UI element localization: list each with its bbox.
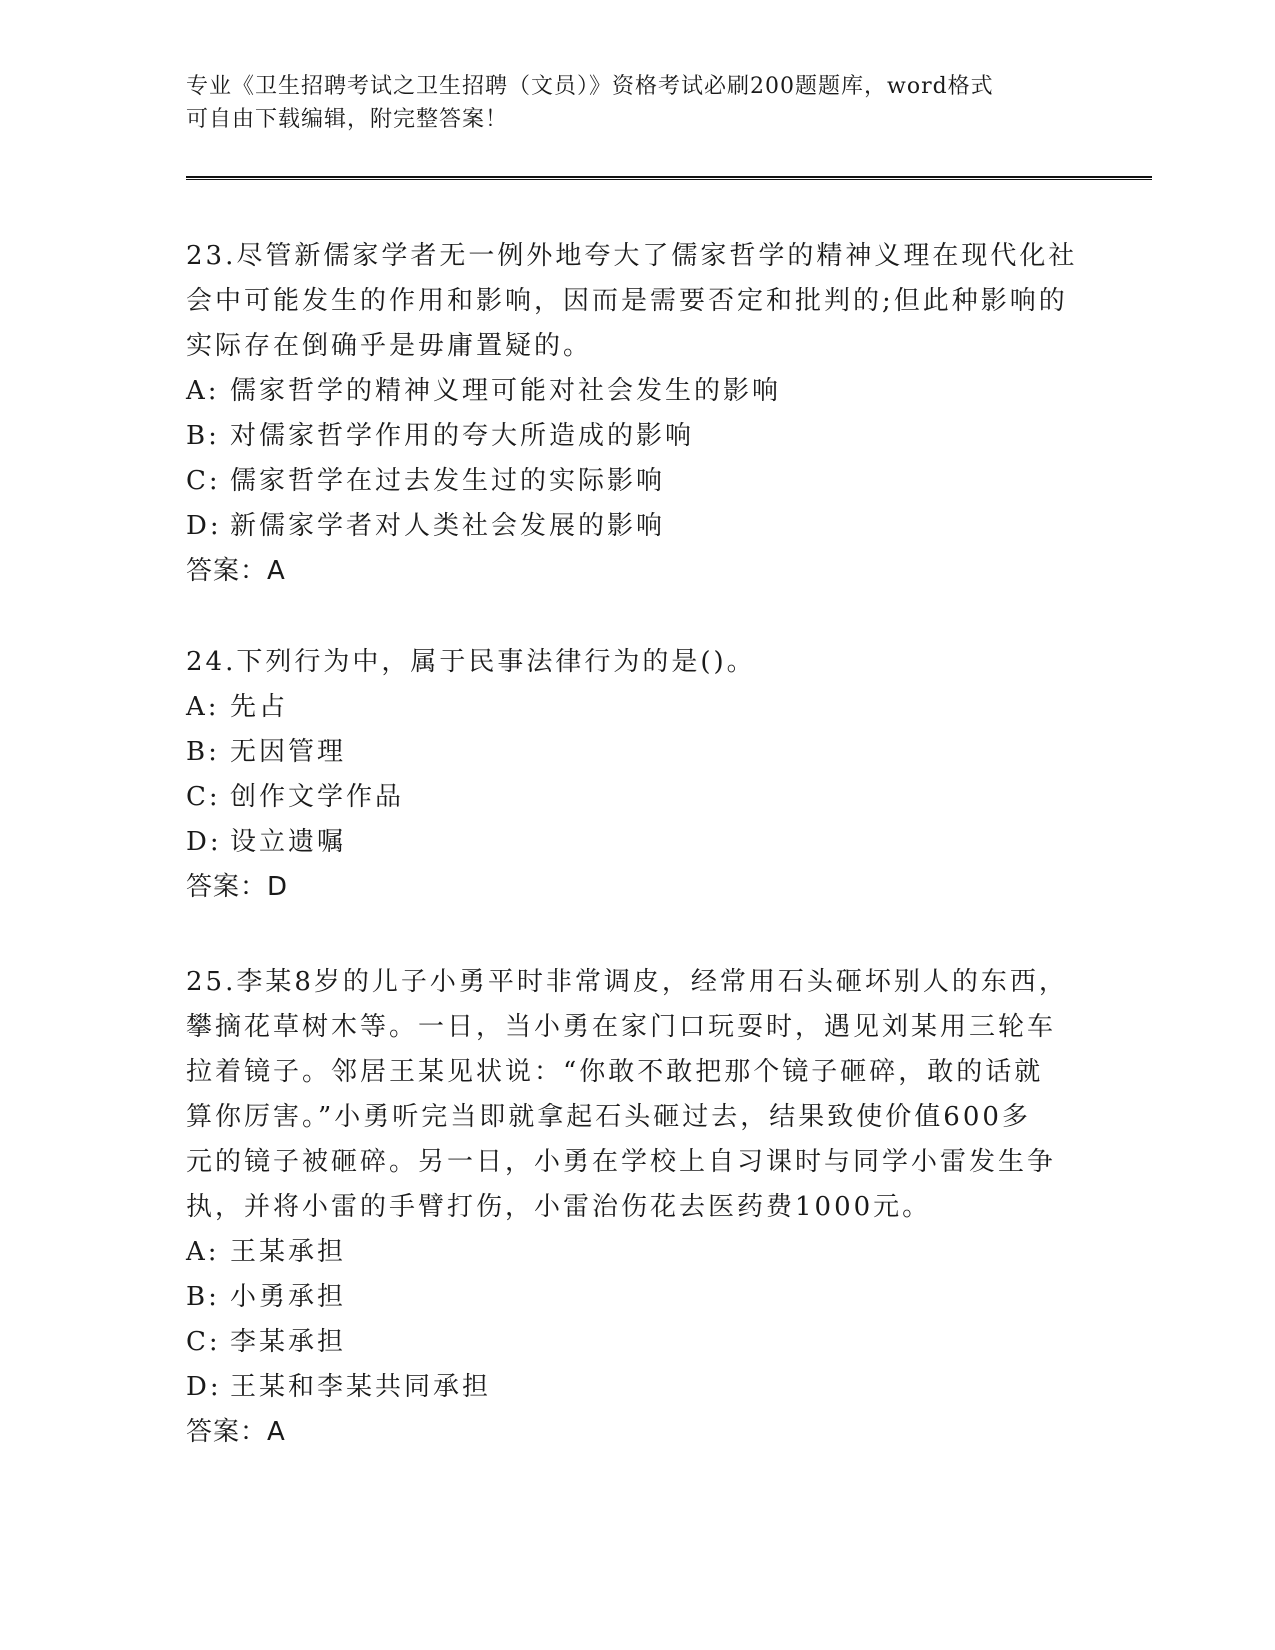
option-b [186,1275,1086,1320]
option-text: 王某承担 [230,1237,347,1267]
option-a [186,369,1086,414]
option-c [186,459,1086,504]
question-stem-line: 23.尽管新儒家学者无一例外地夸大了儒家哲学的精神义理在现代化社 [186,241,1078,271]
option-d [186,504,1086,549]
question-stem-line: 25.李某8岁的儿子小勇平时非常调皮，经常用石头砸坏别人的东西， [186,967,1068,997]
document-header [186,70,1066,136]
option-key: C: [186,782,221,812]
option-d [186,1365,1086,1410]
option-a [186,1230,1086,1275]
option-text: 儒家哲学在过去发生过的实际影响 [230,466,666,496]
question-stem-line: 会中可能发生的作用和影响，因而是需要否定和批判的;但此种影响的 [186,286,1068,316]
option-text: 王某和李某共同承担 [230,1372,492,1402]
option-c [186,1320,1086,1365]
question-stem-line: 拉着镜子。邻居王某见状说：“你敢不敢把那个镜子砸碎，敢的话就 [186,1057,1044,1087]
option-key: B: [186,737,220,767]
option-key: D: [186,511,222,541]
option-b [186,730,1086,775]
option-key: D: [186,1372,222,1402]
answer-line: 答案：D [186,872,289,902]
answer-line: 答案：A [186,556,286,586]
option-a [186,685,1086,730]
option-text: 创作文学作品 [230,782,405,812]
header-line: 可自由下载编辑，附完整答案！ [186,107,509,132]
question-23 [186,234,1086,594]
question-stem-line: 攀摘花草树木等。一日，当小勇在家门口玩耍时，遇见刘某用三轮车 [186,1012,1057,1042]
option-text: 设立遗嘱 [230,827,347,857]
option-text: 儒家哲学的精神义理可能对社会发生的影响 [230,376,782,406]
option-text: 对儒家哲学作用的夸大所造成的影响 [230,421,695,451]
option-key: C: [186,466,221,496]
question-stem-line: 元的镜子被砸碎。另一日，小勇在学校上自习课时与同学小雷发生争 [186,1147,1057,1177]
option-key: B: [186,1282,220,1312]
question-25 [186,960,1086,1455]
header-divider [186,176,1152,180]
answer-line: 答案：A [186,1417,286,1447]
option-key: D: [186,827,222,857]
option-key: A: [186,376,220,406]
question-stem-line: 实际存在倒确乎是毋庸置疑的。 [186,331,593,361]
question-stem-line: 算你厉害。”小勇听完当即就拿起石头砸过去，结果致使价值600多 [186,1102,1031,1132]
option-text: 无因管理 [230,737,347,767]
option-key: A: [186,1237,220,1267]
option-text: 小勇承担 [230,1282,347,1312]
option-key: A: [186,692,220,722]
option-d [186,820,1086,865]
option-text: 先占 [230,692,289,722]
option-text: 李某承担 [230,1327,347,1357]
option-b [186,414,1086,459]
question-stem-line: 24.下列行为中，属于民事法律行为的是()。 [186,647,756,677]
option-key: B: [186,421,220,451]
question-stem-line: 执，并将小雷的手臂打伤，小雷治伤花去医药费1000元。 [186,1192,932,1222]
option-key: C: [186,1327,221,1357]
option-text: 新儒家学者对人类社会发展的影响 [230,511,666,541]
header-line: 专业《卫生招聘考试之卫生招聘（文员）》资格考试必刷200题题库，word格式 [186,74,994,99]
question-24 [186,640,1086,910]
option-c [186,775,1086,820]
